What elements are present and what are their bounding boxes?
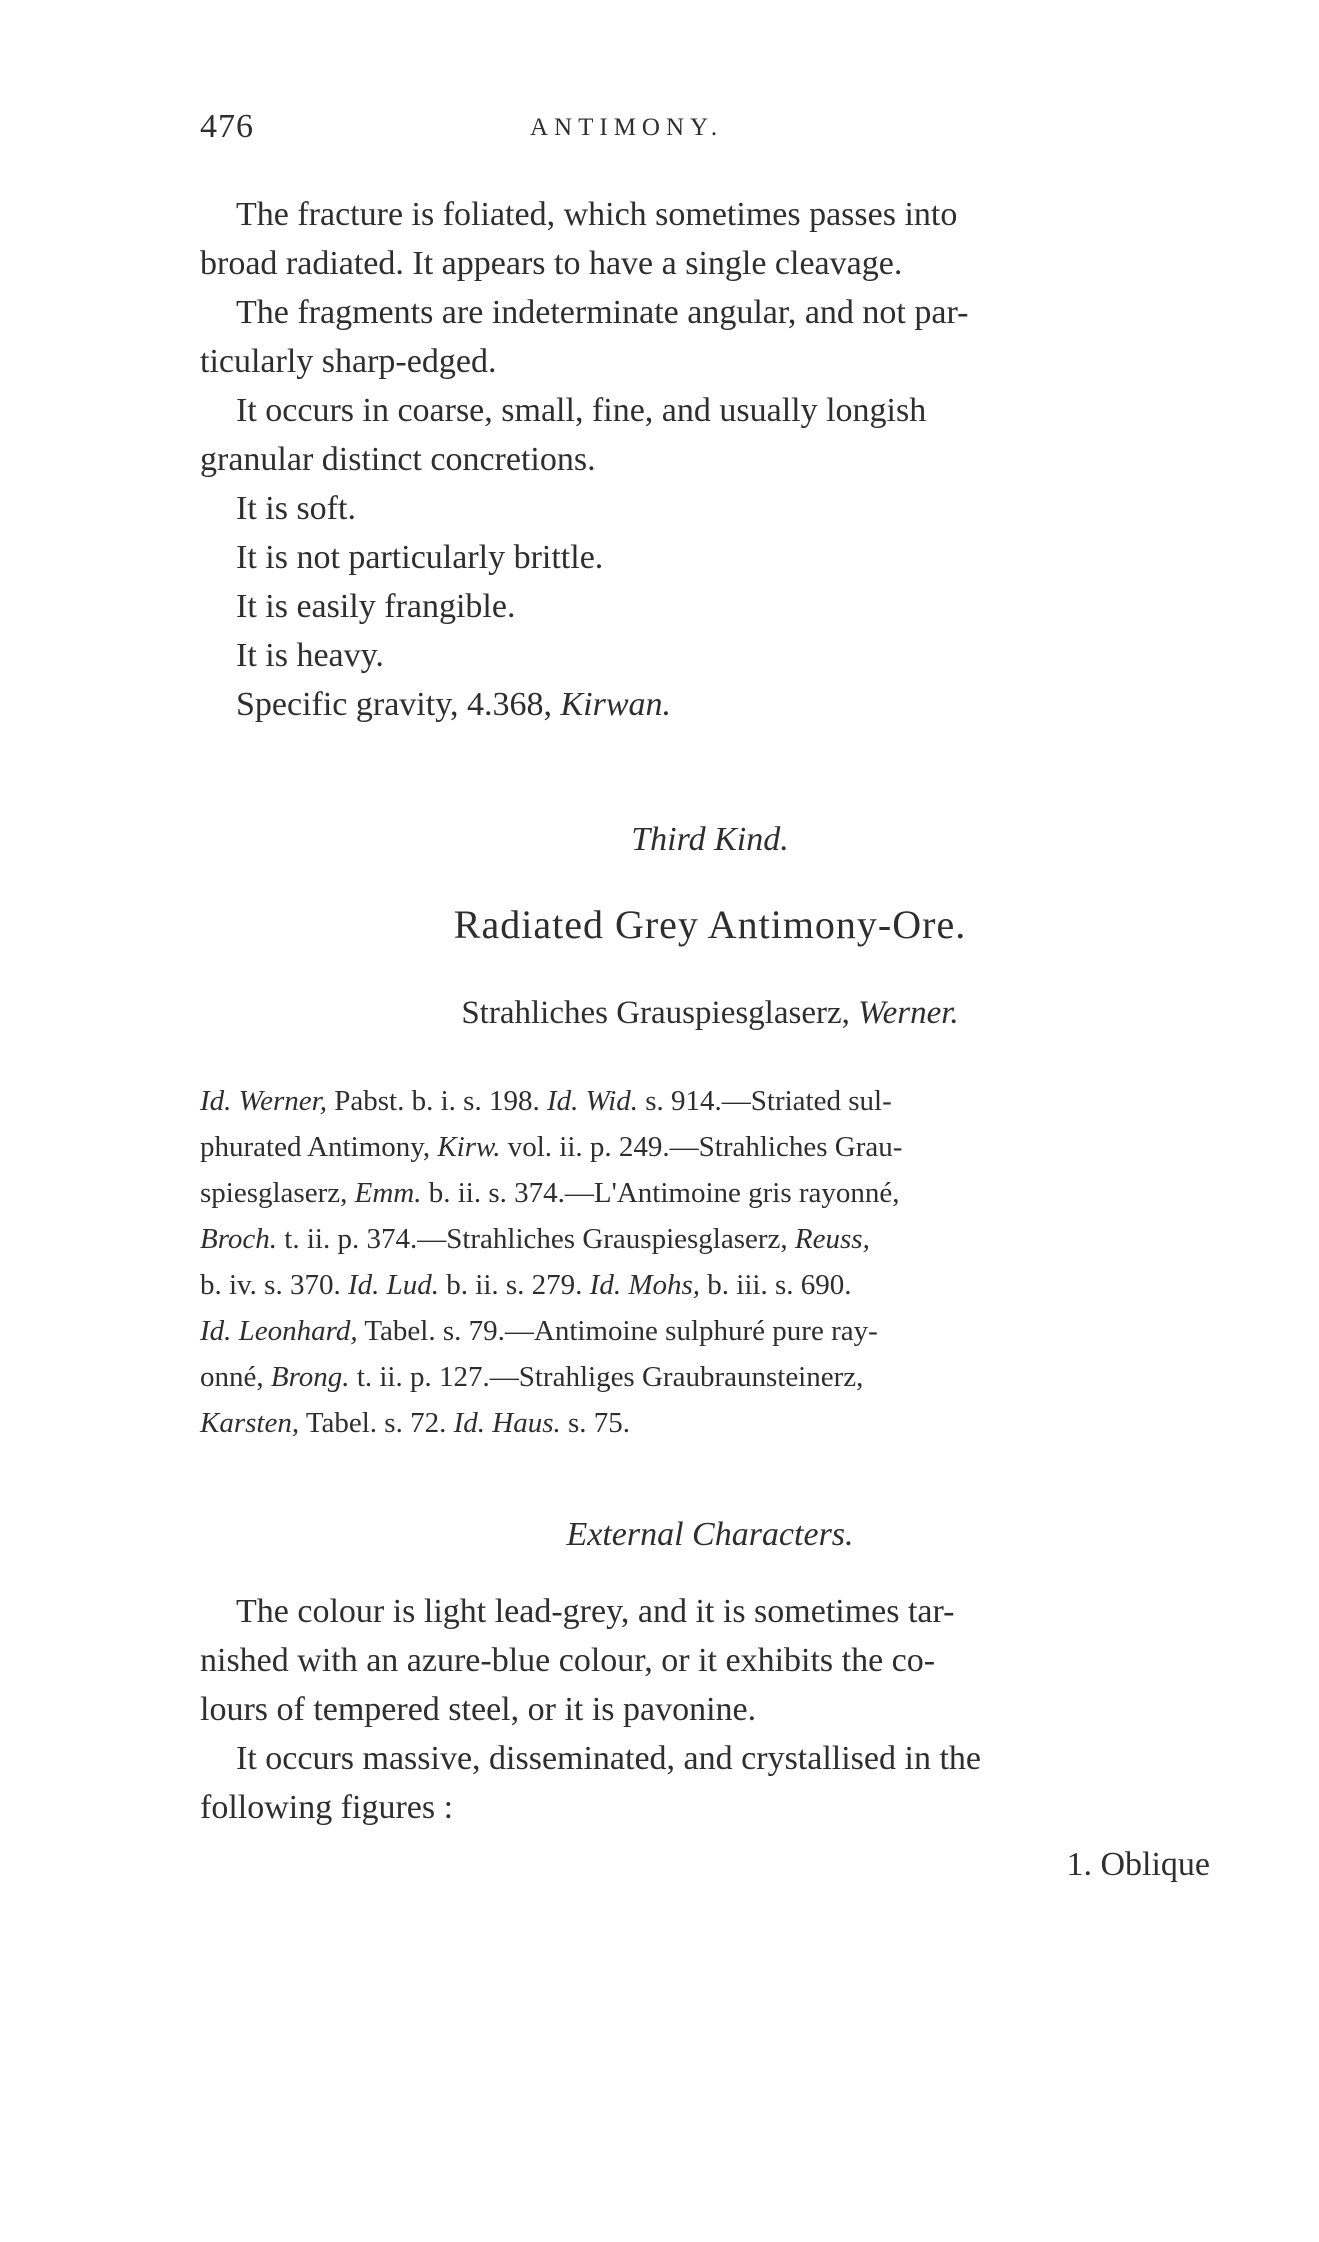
synonymy-line xyxy=(200,1262,1220,1308)
page-body xyxy=(200,190,1220,1889)
fracture-line-2: broad radiated. It appears to have a single cleavage. xyxy=(200,245,903,282)
syn-text: vol. ii. p. 249.—Strahliches Grau- xyxy=(500,1131,903,1163)
syn-ref: Id. Werner, xyxy=(200,1085,328,1117)
syn-ref: Kirw. xyxy=(437,1131,501,1163)
occurs-line-1: It occurs massive, disseminated, and crystallised in the xyxy=(236,1740,981,1777)
syn-text: b. iii. s. 690. xyxy=(700,1269,852,1301)
german-name-line xyxy=(200,989,1220,1038)
syn-text: s. 75. xyxy=(560,1407,631,1439)
page-number: 476 xyxy=(200,108,254,145)
german-author: Werner. xyxy=(858,995,959,1031)
syn-text: b. ii. s. 374.—L'Antimoine gris rayonné, xyxy=(421,1177,900,1209)
fragments-line-1: The fragments are indeterminate angular, and not par- xyxy=(236,294,969,331)
syn-ref: Karsten, xyxy=(200,1407,300,1439)
syn-text: Pabst. b. i. s. 198. xyxy=(327,1085,547,1117)
colour-line-3: lours of tempered steel, or it is pavonine. xyxy=(200,1691,757,1728)
syn-ref: Id. Wid. xyxy=(546,1085,638,1117)
catchword: 1. Oblique xyxy=(1066,1846,1210,1883)
fracture-line-1: The fracture is foliated, which sometimes passes into xyxy=(236,196,958,233)
syn-text: Tabel. s. 79.—Antimoine sulphuré pure ray- xyxy=(357,1315,878,1347)
colour-line-2: nished with an azure-blue colour, or it exhibits the co- xyxy=(200,1642,936,1679)
syn-ref: Id. Haus. xyxy=(453,1407,561,1439)
syn-ref: Id. Leonhard, xyxy=(200,1315,358,1347)
fragments-line-2: ticularly sharp-edged. xyxy=(200,343,497,380)
occurs-line-2: following figures : xyxy=(200,1789,454,1826)
syn-text: t. ii. p. 374.—Strahliches Grauspiesglaserz, xyxy=(277,1223,795,1255)
syn-ref: Brong. xyxy=(270,1361,350,1393)
syn-ref: Id. Lud. xyxy=(347,1269,440,1301)
syn-text: onné, xyxy=(200,1361,271,1393)
syn-text: b. ii. s. 279. xyxy=(439,1269,590,1301)
external-characters-heading: External Characters. xyxy=(566,1516,854,1553)
kind-heading: Third Kind. xyxy=(631,821,789,858)
synonymy-line xyxy=(200,1124,1220,1170)
weight-line: It is heavy. xyxy=(236,637,384,674)
brittleness-line: It is not particularly brittle. xyxy=(236,539,604,576)
syn-ref: Reuss, xyxy=(794,1223,870,1255)
german-name: Strahliches Grauspiesglaserz, xyxy=(461,995,859,1031)
synonymy-line xyxy=(200,1308,1220,1354)
running-title: ANTIMONY. xyxy=(530,114,724,141)
specific-gravity-line xyxy=(200,680,1220,729)
synonymy-line xyxy=(200,1170,1220,1216)
syn-text: spiesglaserz, xyxy=(200,1177,355,1209)
syn-ref: Id. Mohs, xyxy=(589,1269,701,1301)
gravity-author: Kirwan. xyxy=(560,686,672,723)
concretions-line-2: granular distinct concretions. xyxy=(200,441,596,478)
synonymy-line xyxy=(200,1078,1220,1124)
syn-text: b. iv. s. 370. xyxy=(200,1269,348,1301)
page-header xyxy=(200,108,1180,158)
syn-text: Tabel. s. 72. xyxy=(299,1407,454,1439)
syn-text: phurated Antimony, xyxy=(200,1131,438,1163)
colour-line-1: The colour is light lead-grey, and it is sometimes tar- xyxy=(236,1593,955,1630)
synonymy-block xyxy=(200,1078,1220,1446)
synonymy-line xyxy=(200,1400,1220,1446)
synonymy-line xyxy=(200,1354,1220,1400)
syn-ref: Broch. xyxy=(200,1223,278,1255)
synonymy-line xyxy=(200,1216,1220,1262)
syn-text: s. 914.—Striated sul- xyxy=(637,1085,892,1117)
concretions-line-1: It occurs in coarse, small, fine, and usually longish xyxy=(236,392,927,429)
gravity-text: Specific gravity, 4.368, xyxy=(236,686,561,723)
syn-ref: Emm. xyxy=(354,1177,422,1209)
species-title: Radiated Grey Antimony-Ore. xyxy=(453,902,967,947)
hardness-line: It is soft. xyxy=(236,490,356,527)
syn-text: t. ii. p. 127.—Strahliges Graubraunsteinerz, xyxy=(349,1361,864,1393)
frangibility-line: It is easily frangible. xyxy=(236,588,516,625)
